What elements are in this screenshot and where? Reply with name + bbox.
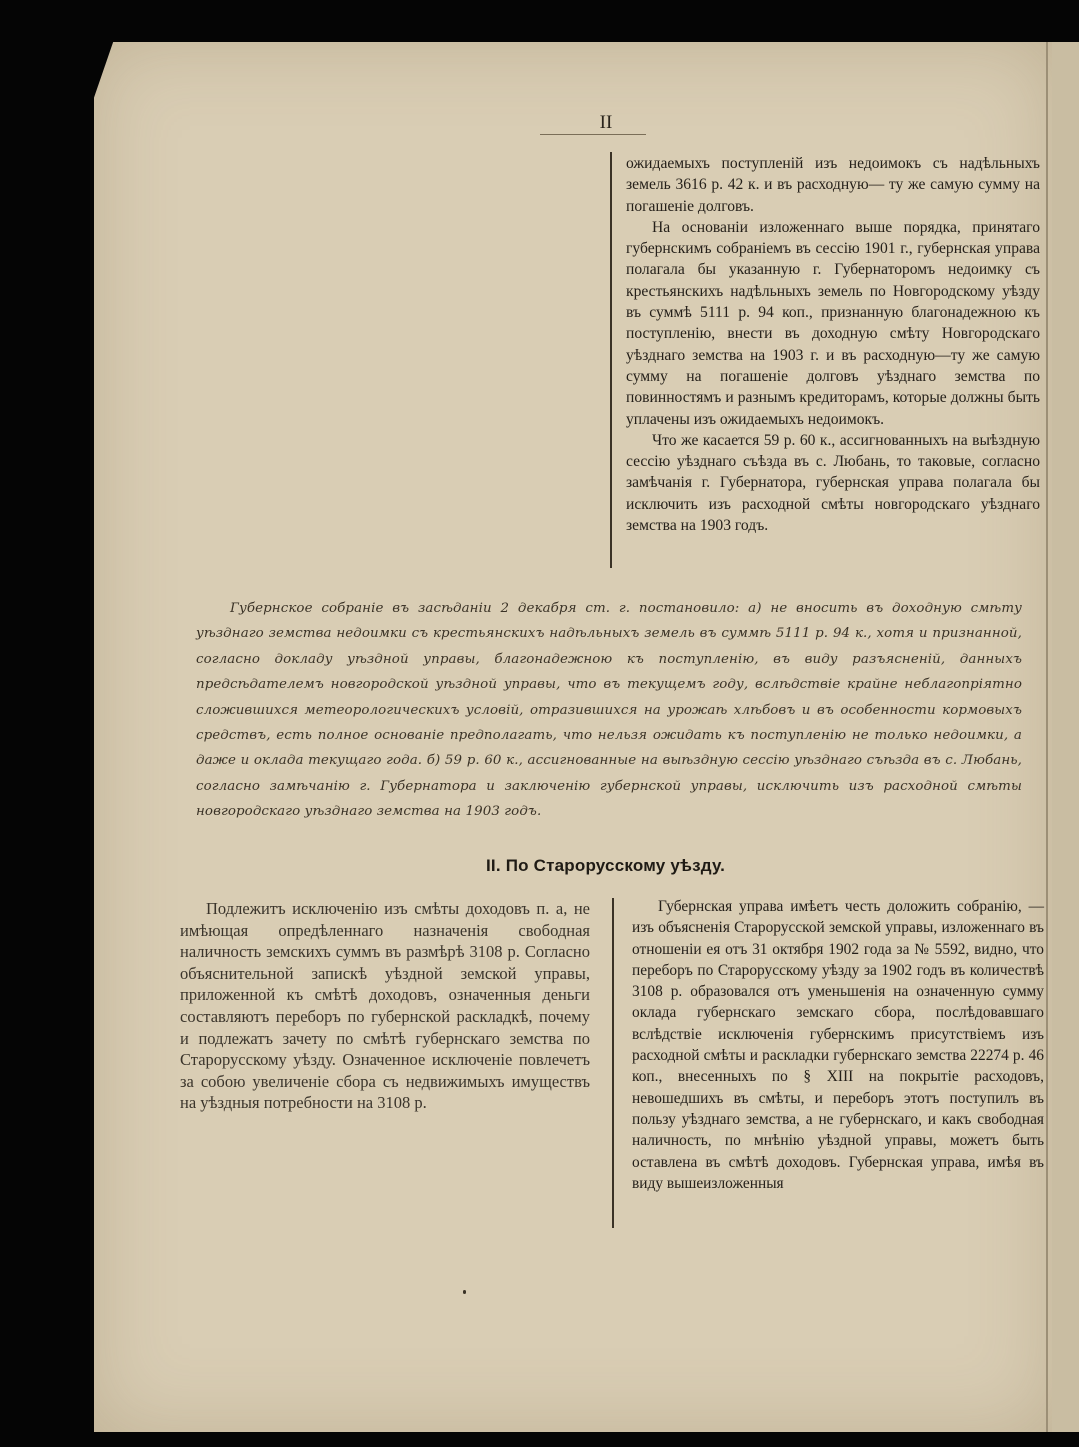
paper-speck [463,1290,466,1294]
header-rule [540,134,646,135]
bottom-right-column [632,896,1044,1194]
section-heading: II. По Старорусскому уѣзду. [486,856,726,875]
paragraph: ожидаемыхъ поступленій изъ недоимокъ съ надѣльныхъ земель 3616 р. 42 к. и въ расходную— ту же самую сумму на погашеніе долговъ. [626,155,1040,215]
top-right-column [626,153,1040,536]
paragraph: Что же касается 59 р. 60 к., ассигнованныхъ на выѣздную сессію уѣзднаго съѣзда въ с. Любань, то таковые, согласно замѣчанія г. Губернатора, губернская управа полагала бы исключить изъ расходной смѣты новгородскаго уѣзднаго земства на 1903 годъ. [626,431,1040,535]
next-page-edge [1052,42,1079,1432]
paragraph: Губернская управа имѣетъ честь доложить собранію, — изъ объясненія Старорусской земской управы, изложеннаго въ отношеніи ея отъ 31 октября 1902 года за № 5592, видно, что переборъ по Старорусскому уѣзду за 1902 годъ въ количествѣ 3108 р. образовался отъ уменьшенія на означенную сумму оклада губернскаго земскаго сбора, послѣдовавшаго вслѣдствіе исключенія губернскимъ присутствіемъ изъ расходной смѣты и раскладки губернскаго земства 22274 р. 46 коп., внесенныхъ по § XIII на покрытіе расходовъ, невошедшихъ въ смѣты, и переборъ этотъ поступилъ въ пользу уѣзднаго земства, а не губернскаго, и какъ свободная наличность, по мнѣнію уѣздной управы, можетъ быть оставлена въ смѣтѣ доходовъ. Губернская управа, имѣя въ виду вышеизложенныя [632,898,1044,1192]
page-fold-line [1046,42,1048,1432]
column-rule-bottom [612,898,614,1228]
page-number: II [599,112,613,133]
left-column [180,898,590,1114]
paragraph: Подлежитъ исключенію изъ смѣты доходовъ п. а, не имѣющая опредѣленнаго назначенія свободная наличность земскихъ суммъ въ размѣрѣ 3108 р. Согласно объяснительной запискѣ уѣздной земской управы, приложенной къ смѣтѣ доходовъ, означенныя деньги составляютъ переборъ по губернской раскладкѣ, почему и подлежатъ зачету по смѣтѣ губернскаго земства по Старорусскому уѣзду. Означенное исключеніе повлечетъ за собою увеличеніе сбора съ недвижимыхъ имуществъ на уѣздныя потребности на 3108 р. [180,899,590,1113]
column-rule-top [610,152,612,568]
assembly-resolution: Губернское собраніе въ засѣданіи 2 декабря ст. г. постановило: а) не вносить въ доходную смѣту уѣзднаго земства недоимки съ крестьянскихъ надѣльныхъ земель въ суммѣ 5111 р. 94 к., хотя и признанной, согласно докладу уѣздной управы, благонадежною къ поступленію, въ виду разъясненій, данныхъ предсѣдателемъ новгородской уѣздной управы, что въ текущемъ году, вслѣдствіе крайне неблагопріятно сложившихся метеорологическихъ условій, отразившихся на урожаѣ хлѣбовъ и въ особенности кормовыхъ средствъ, есть полное основаніе предполагать, что нельзя ожидать къ поступленію не только недоимки, а даже и оклада текущаго года. б) 59 р. 60 к., ассигнованные на выѣздную сессію уѣзднаго съѣзда въ с. Любань, согласно замѣчанію г. Губернатора и заключенію губернской управы, исключить изъ расходной смѣты новгородскаго уѣзднаго земства на 1903 годъ. [196,601,1022,820]
paragraph: На основаніи изложеннаго выше порядка, принятаго губернскимъ собраніемъ въ сессію 1901 г., губернская управа полагала бы указанную г. Губернаторомъ недоимку съ крестьянскихъ надѣльныхъ земель по Новгородскому уѣзду въ суммѣ 5111 р. 94 коп., признанную благонадежною къ поступленію, внести въ доходную смѣту Новгородскаго уѣзднаго земства на 1903 г. и въ расходную—ту же самую сумму на погашеніе долговъ уѣзднаго земства по повинностямъ и разнымъ кредиторамъ, которые должны быть уплачены изъ ожидаемыхъ недоимокъ. [626,218,1040,428]
